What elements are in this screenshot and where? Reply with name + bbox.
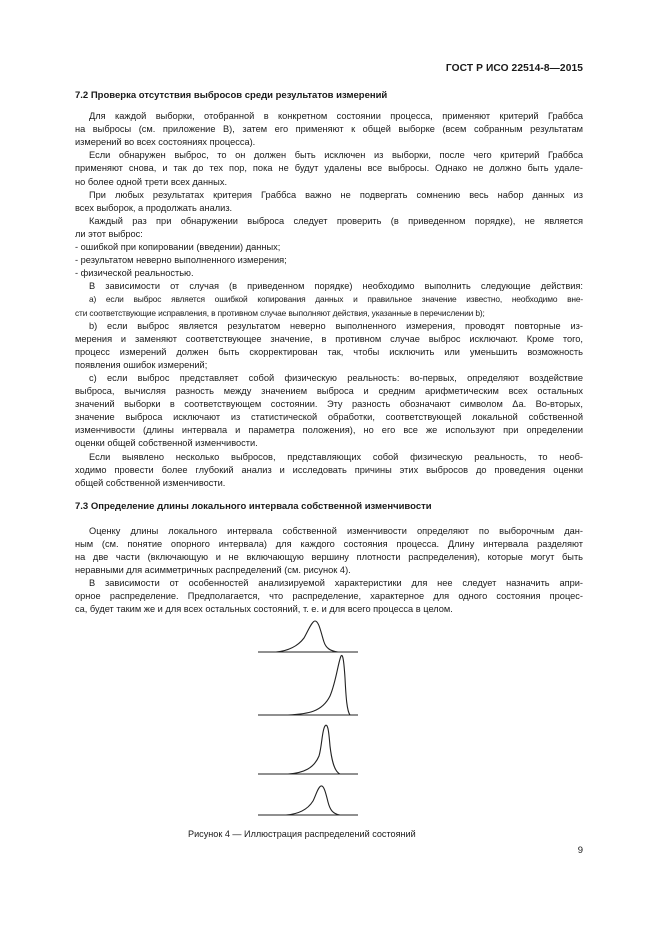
text-line: общей собственной изменчивости.	[75, 477, 226, 488]
text-line: са, будет таким же и для всех остальных состояний, т. е. и для всего процесса в целом.	[75, 604, 453, 615]
text-line: сти соответствующие исправления, в противном случае выполняют действия, указанные в перечислении b);	[75, 307, 485, 318]
section-heading-7-3: 7.3 Определение длины локального интервала собственной изменчивости	[75, 500, 432, 512]
text-line: применяют снова, и так до тех пор, пока не будут удалены все выбросы. Однако не должно быть удале-	[75, 163, 583, 174]
text-line: а) если выброс является ошибкой копирования данных и правильное значение известно, необходимо вне-	[89, 294, 583, 305]
distribution-curve-2	[258, 655, 358, 715]
text-line: ходимо провести более глубокий анализ и исследовать причины этих выбросов до проведения оценки	[75, 464, 583, 475]
text-line: неравными для асимметричных распределений (см. рисунок 4).	[75, 565, 351, 576]
text-line: на две части (включающую и не включающую вершину плотности распределения), которые могут быть	[75, 552, 583, 563]
text-line: но более одной трети всех данных.	[75, 176, 228, 187]
text-line: В зависимости от случая (в приведенном порядке) необходимо выполнить следующие действия:	[89, 281, 583, 292]
text-line: всех выборок, а продолжать анализ.	[75, 202, 233, 213]
figure-caption: Рисунок 4 — Иллюстрация распределений состояний	[188, 829, 416, 839]
text-line: оценки общей собственной изменчивости.	[75, 438, 258, 449]
text-line: Оценку длины локального интервала собственной изменчивости определяют по выборочным дан-	[89, 525, 583, 536]
text-line: измерений во всех состояниях процесса).	[75, 137, 256, 148]
section-heading-7-2: 7.2 Проверка отсутствия выбросов среди результатов измерений	[75, 90, 388, 101]
text-line: мерения и заменяют соответствующее значение, в противном случае выброс исключают. Кроме того,	[75, 333, 583, 344]
text-line: Если выявлено несколько выбросов, представляющих собой физическую реальность, то необ-	[89, 451, 583, 462]
text-line: ли этот выброс:	[75, 228, 143, 239]
text-line: изменчивости (длины интервала и параметра положения), но его все же используют при определении	[75, 425, 583, 436]
text-line: В зависимости от особенностей анализируемой характеристики для нее следует назначить апри-	[89, 578, 583, 589]
text-line: значений выборки в соответствующем состоянии. Эту разность обозначают символом Δа. Во-вторых,	[75, 399, 583, 410]
text-line: на выбросы (см. приложение В), затем его применяют к общей выборке (всем собранным результатам	[75, 124, 583, 135]
section-7-2-text	[75, 110, 583, 490]
text-line: значение выброса исключают из статистической обработки, соответствующей локальной собственной	[75, 412, 583, 423]
list-item: - физической реальностью.	[75, 268, 194, 279]
text-line: Для каждой выборки, отобранной в конкретном состоянии процесса, применяют критерий Граббса	[89, 111, 583, 122]
text-line: выброса, вычисляя разность между значением выброса и средним арифметическим всех остальных	[75, 386, 583, 397]
text-line: Каждый раз при обнаружении выброса следует проверить (в приведенном порядке), не является	[89, 215, 583, 226]
text-line: появления ошибок измерений;	[75, 359, 208, 370]
section-7-3-text	[75, 525, 583, 617]
text-line: При любых результатах критерия Граббса важно не подвергать сомнению весь набор данных из	[89, 189, 583, 200]
list-item: - результатом неверно выполненного измерения;	[75, 255, 287, 266]
text-line: b) если выброс является результатом неверно выполненного измерения, проводят повторные из-	[89, 320, 583, 331]
page-number: 9	[577, 845, 583, 856]
text-line: орное распределение. Предполагается, что распределение, характерное для одного состояния процес-	[75, 591, 583, 602]
text-line: ным (см. понятие опорного интервала) для каждого состояния процесса. Длину интервала разделяют	[75, 539, 583, 549]
list-item: - ошибкой при копировании (введении) данных;	[75, 242, 281, 253]
document-id: ГОСТ Р ИСО 22514-8—2015	[445, 63, 583, 74]
text-line: с) если выброс представляет собой физическую реальность: во-первых, определяют воздействие	[89, 372, 583, 383]
distribution-curve-1	[258, 621, 358, 652]
text-line: Если обнаружен выброс, то он должен быть исключен из выборки, после чего критерий Граббса	[89, 150, 583, 161]
document-body	[75, 89, 583, 617]
distribution-figure	[258, 618, 358, 823]
distribution-curve-4	[258, 786, 358, 815]
distribution-curve-3	[258, 725, 358, 774]
text-line: процесс измерений должен быть скорректирован так, чтобы исключить или уменьшить возможность	[75, 346, 583, 357]
